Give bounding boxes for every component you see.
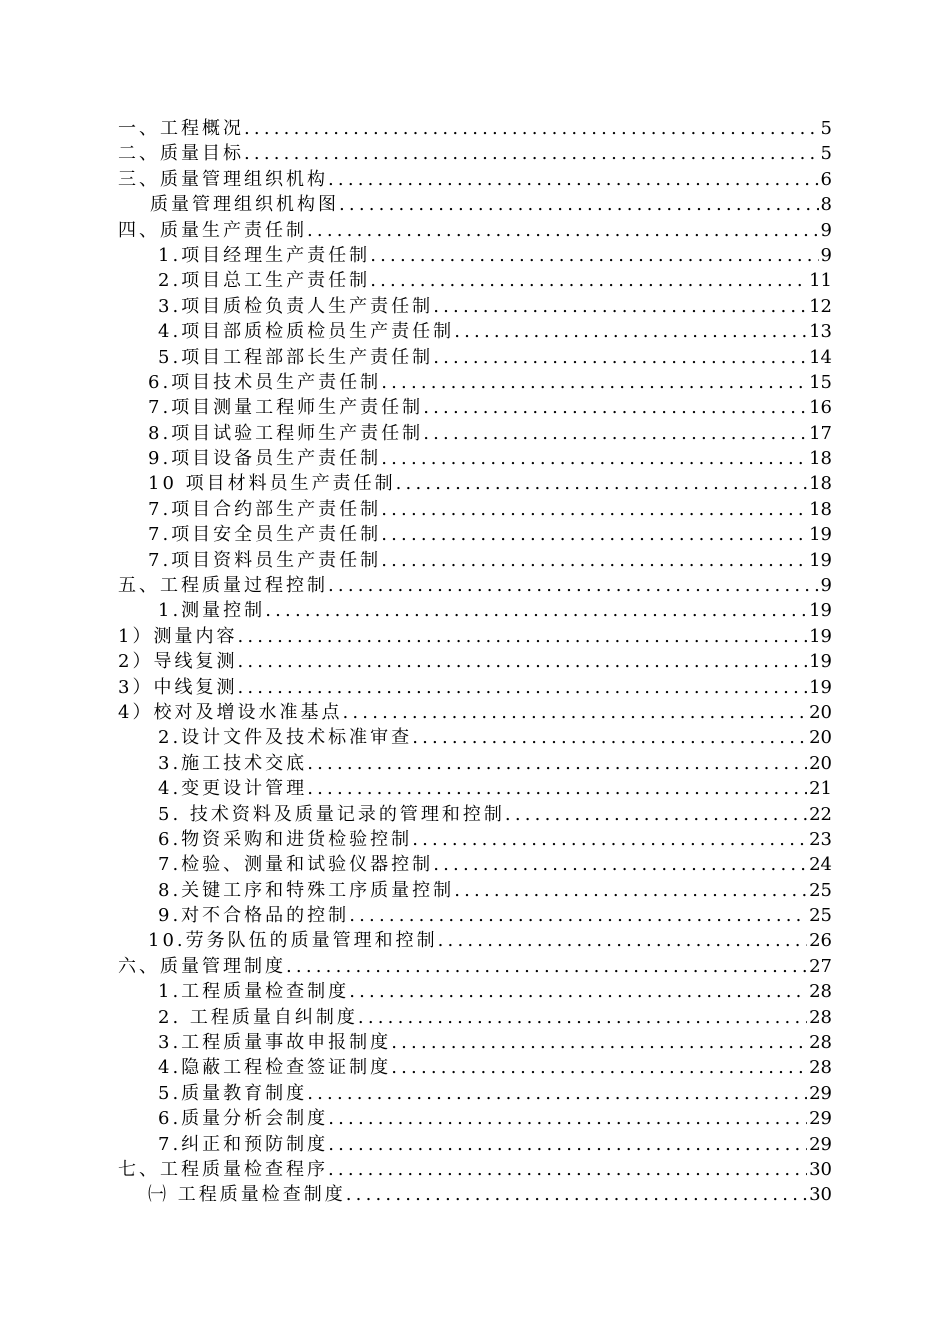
toc-entry-page: 19 xyxy=(809,651,832,673)
toc-entry-page: 9 xyxy=(820,575,832,597)
toc-leader-dots xyxy=(244,141,819,166)
toc-leader-dots xyxy=(391,1055,807,1080)
toc-entry[interactable] xyxy=(118,979,832,1004)
toc-entry-page: 23 xyxy=(809,828,832,850)
toc-entry-page: 20 xyxy=(809,701,832,723)
toc-entry[interactable] xyxy=(118,446,832,471)
toc-entry-title: 8.关键工序和特殊工序质量控制 xyxy=(158,879,455,901)
toc-entry-title: 6.物资采购和进货检验控制 xyxy=(158,828,413,850)
toc-entry-page: 5 xyxy=(820,143,832,165)
toc-entry[interactable] xyxy=(118,192,832,217)
toc-leader-dots xyxy=(328,573,819,598)
toc-leader-dots xyxy=(381,548,807,573)
toc-entry-title: 6.项目技术员生产责任制 xyxy=(148,371,382,393)
toc-entry[interactable] xyxy=(118,1081,832,1106)
toc-entry-page: 19 xyxy=(809,676,832,698)
toc-entry-title: 1.测量控制 xyxy=(158,600,266,622)
toc-leader-dots xyxy=(505,802,807,827)
toc-entry[interactable] xyxy=(118,1030,832,1055)
toc-entry-title: 七、工程质量检查程序 xyxy=(118,1159,328,1180)
toc-entry[interactable] xyxy=(118,243,832,268)
toc-entry-title: 1.工程质量检查制度 xyxy=(158,981,350,1003)
toc-entry-title: 7.项目安全员生产责任制 xyxy=(148,524,382,546)
toc-entry-title: 2.设计文件及技术标准审查 xyxy=(158,727,413,749)
toc-leader-dots xyxy=(328,1106,807,1131)
toc-entry[interactable] xyxy=(118,370,832,395)
toc-entry-page: 19 xyxy=(809,549,832,571)
toc-entry-page: 29 xyxy=(809,1082,832,1104)
toc-entry[interactable] xyxy=(118,751,832,776)
toc-entry-title: 4.变更设计管理 xyxy=(158,778,308,800)
toc-entry[interactable] xyxy=(118,725,832,750)
toc-entry-title: 3.项目质检负责人生产责任制 xyxy=(158,295,434,317)
toc-entry-title: 1）测量内容 xyxy=(118,625,238,647)
toc-leader-dots xyxy=(391,1030,807,1055)
toc-leader-dots xyxy=(381,522,807,547)
toc-entry-title: 5.质量教育制度 xyxy=(158,1082,308,1104)
toc-entry-page: 5 xyxy=(820,117,832,139)
toc-entry-page: 6 xyxy=(820,168,832,190)
toc-entry-page: 13 xyxy=(809,321,832,343)
toc-entry-page: 9 xyxy=(820,219,832,241)
toc-entry-title: 7.项目合约部生产责任制 xyxy=(148,498,382,520)
toc-entry[interactable] xyxy=(118,624,832,649)
toc-entry-page: 30 xyxy=(809,1159,832,1180)
toc-entry-title: 三、质量管理组织机构 xyxy=(118,168,328,190)
toc-entry[interactable] xyxy=(118,1106,832,1131)
toc-entry[interactable] xyxy=(118,903,832,928)
toc-leader-dots xyxy=(342,700,807,725)
toc-entry-title: ㈠ 工程质量检查制度 xyxy=(148,1184,346,1206)
toc-leader-dots xyxy=(286,954,807,979)
toc-leader-dots xyxy=(433,345,807,370)
toc-entry-title: 7.项目资料员生产责任制 xyxy=(148,549,382,571)
toc-entry[interactable] xyxy=(118,700,832,725)
toc-leader-dots xyxy=(412,725,807,750)
toc-entry[interactable] xyxy=(118,675,832,700)
toc-entry-page: 25 xyxy=(809,905,832,927)
toc-entry-page: 12 xyxy=(809,295,832,317)
toc-entry-title: 9.项目设备员生产责任制 xyxy=(148,448,382,470)
toc-entry-page: 27 xyxy=(809,955,832,977)
toc-leader-dots xyxy=(412,827,807,852)
toc-entry-title: 7.检验、测量和试验仪器控制 xyxy=(158,854,434,876)
toc-entry-title: 4）校对及增设水准基点 xyxy=(118,701,343,723)
toc-entry-title: 3.施工技术交底 xyxy=(158,752,308,774)
toc-entry[interactable] xyxy=(118,218,832,243)
toc-entry[interactable] xyxy=(118,548,832,573)
toc-entry[interactable] xyxy=(118,471,832,496)
toc-leader-dots xyxy=(358,1005,807,1030)
toc-leader-dots xyxy=(244,116,819,141)
toc-entry[interactable] xyxy=(118,167,832,192)
toc-entry[interactable] xyxy=(118,1132,832,1157)
toc-leader-dots xyxy=(454,878,807,903)
toc-entry-page: 30 xyxy=(809,1184,832,1206)
toc-entry-page: 9 xyxy=(820,244,832,266)
toc-leader-dots xyxy=(381,446,807,471)
toc-leader-dots xyxy=(307,751,807,776)
toc-entry[interactable] xyxy=(118,395,832,420)
toc-entry-page: 19 xyxy=(809,625,832,647)
toc-entry-page: 18 xyxy=(809,498,832,520)
toc-entry-title: 四、质量生产责任制 xyxy=(118,219,307,241)
toc-entry[interactable] xyxy=(118,522,832,547)
toc-leader-dots xyxy=(265,598,807,623)
toc-entry-title: 10.劳务队伍的质量管理和控制 xyxy=(148,930,438,952)
toc-leader-dots xyxy=(370,243,818,268)
toc-entry-page: 22 xyxy=(809,803,832,825)
toc-entry-page: 28 xyxy=(809,1057,832,1079)
toc-entry[interactable] xyxy=(118,421,832,446)
toc-entry-page: 18 xyxy=(809,473,832,495)
toc-leader-dots xyxy=(433,294,807,319)
toc-entry[interactable] xyxy=(118,345,832,370)
toc-entry[interactable] xyxy=(118,954,832,979)
toc-entry-page: 8 xyxy=(820,194,832,216)
toc-entry[interactable] xyxy=(118,802,832,827)
toc-entry-page: 28 xyxy=(809,1032,832,1054)
toc-leader-dots xyxy=(237,624,807,649)
toc-leader-dots xyxy=(438,928,807,953)
toc-leader-dots xyxy=(349,979,807,1004)
toc-leader-dots xyxy=(454,319,807,344)
toc-entry[interactable] xyxy=(118,929,832,954)
toc-entry-title: 4.项目部质检质检员生产责任制 xyxy=(158,321,455,343)
toc-leader-dots xyxy=(370,268,807,293)
toc-leader-dots xyxy=(307,776,807,801)
toc-entry-title: 1.项目经理生产责任制 xyxy=(158,244,371,266)
toc-entry-page: 16 xyxy=(809,397,832,419)
toc-entry-title: 2）导线复测 xyxy=(118,651,238,673)
toc-entry[interactable] xyxy=(118,827,832,852)
toc-leader-dots xyxy=(396,471,807,496)
toc-entry-page: 20 xyxy=(809,727,832,749)
toc-entry-title: 六、质量管理制度 xyxy=(118,955,286,977)
toc-entry-title: 7.项目测量工程师生产责任制 xyxy=(148,397,424,419)
toc-leader-dots xyxy=(328,167,819,192)
toc-entry-title: 4.隐蔽工程检查签证制度 xyxy=(158,1057,392,1079)
toc-entry[interactable] xyxy=(118,573,832,598)
toc-entry-page: 15 xyxy=(809,371,832,393)
toc-entry[interactable] xyxy=(118,649,832,674)
toc-entry-page: 25 xyxy=(809,879,832,901)
toc-entry-page: 26 xyxy=(809,930,832,952)
toc-entry-page: 29 xyxy=(809,1108,832,1130)
toc-leader-dots xyxy=(328,1157,807,1182)
toc-entry[interactable] xyxy=(118,268,832,293)
toc-entry[interactable] xyxy=(118,1182,832,1207)
toc-entry[interactable] xyxy=(118,776,832,801)
toc-entry[interactable] xyxy=(118,497,832,522)
toc-entry-title: 二、质量目标 xyxy=(118,143,244,165)
toc-entry-page: 20 xyxy=(809,752,832,774)
toc-entry-title: 9.对不合格品的控制 xyxy=(158,905,350,927)
toc-entry-title: 5. 技术资料及质量记录的管理和控制 xyxy=(158,803,505,825)
toc-leader-dots xyxy=(237,649,807,674)
toc-entry-title: 一、工程概况 xyxy=(118,117,244,139)
toc-entry[interactable] xyxy=(118,1005,832,1030)
toc-entry-page: 28 xyxy=(809,981,832,1003)
toc-entry[interactable] xyxy=(118,141,832,166)
toc-leader-dots xyxy=(237,675,807,700)
toc-entry-page: 19 xyxy=(809,524,832,546)
toc-entry-title: 5.项目工程部部长生产责任制 xyxy=(158,346,434,368)
toc-entry-page: 24 xyxy=(809,854,832,876)
toc-entry-page: 11 xyxy=(809,270,832,292)
toc-entry[interactable] xyxy=(118,598,832,623)
toc-entry[interactable] xyxy=(118,1157,832,1182)
toc-entry-page: 21 xyxy=(809,778,832,800)
toc-leader-dots xyxy=(346,1182,807,1207)
toc-leader-dots xyxy=(349,903,807,928)
toc-entry[interactable] xyxy=(118,1055,832,1080)
toc-entry-title: 质量管理组织机构图 xyxy=(150,194,339,216)
toc-entry-title: 2. 工程质量自纠制度 xyxy=(158,1006,358,1028)
toc-entry-title: 3）中线复测 xyxy=(118,676,238,698)
toc-leader-dots xyxy=(339,192,819,217)
toc-entry-page: 14 xyxy=(809,346,832,368)
toc-entry-title: 7.纠正和预防制度 xyxy=(158,1133,329,1155)
toc-entry-title: 五、工程质量过程控制 xyxy=(118,575,328,597)
toc-leader-dots xyxy=(433,852,807,877)
toc-entry-page: 18 xyxy=(809,448,832,470)
toc-entry-title: 10 项目材料员生产责任制 xyxy=(148,473,396,495)
toc-entry[interactable] xyxy=(118,319,832,344)
toc-entry[interactable] xyxy=(118,852,832,877)
toc-leader-dots xyxy=(423,421,807,446)
toc-entry[interactable] xyxy=(118,294,832,319)
toc-entry[interactable] xyxy=(118,116,832,141)
toc-entry-page: 19 xyxy=(809,600,832,622)
toc-entry-title: 6.质量分析会制度 xyxy=(158,1108,329,1130)
toc-leader-dots xyxy=(328,1132,807,1157)
table-of-contents xyxy=(118,116,832,1208)
toc-entry-title: 3.工程质量事故申报制度 xyxy=(158,1032,392,1054)
toc-entry-page: 17 xyxy=(809,422,832,444)
toc-leader-dots xyxy=(307,1081,807,1106)
toc-entry-title: 2.项目总工生产责任制 xyxy=(158,270,371,292)
toc-entry[interactable] xyxy=(118,878,832,903)
toc-leader-dots xyxy=(381,370,807,395)
toc-leader-dots xyxy=(423,395,807,420)
toc-entry-title: 8.项目试验工程师生产责任制 xyxy=(148,422,424,444)
toc-leader-dots xyxy=(381,497,807,522)
toc-leader-dots xyxy=(307,218,819,243)
toc-entry-page: 29 xyxy=(809,1133,832,1155)
toc-entry-page: 28 xyxy=(809,1006,832,1028)
